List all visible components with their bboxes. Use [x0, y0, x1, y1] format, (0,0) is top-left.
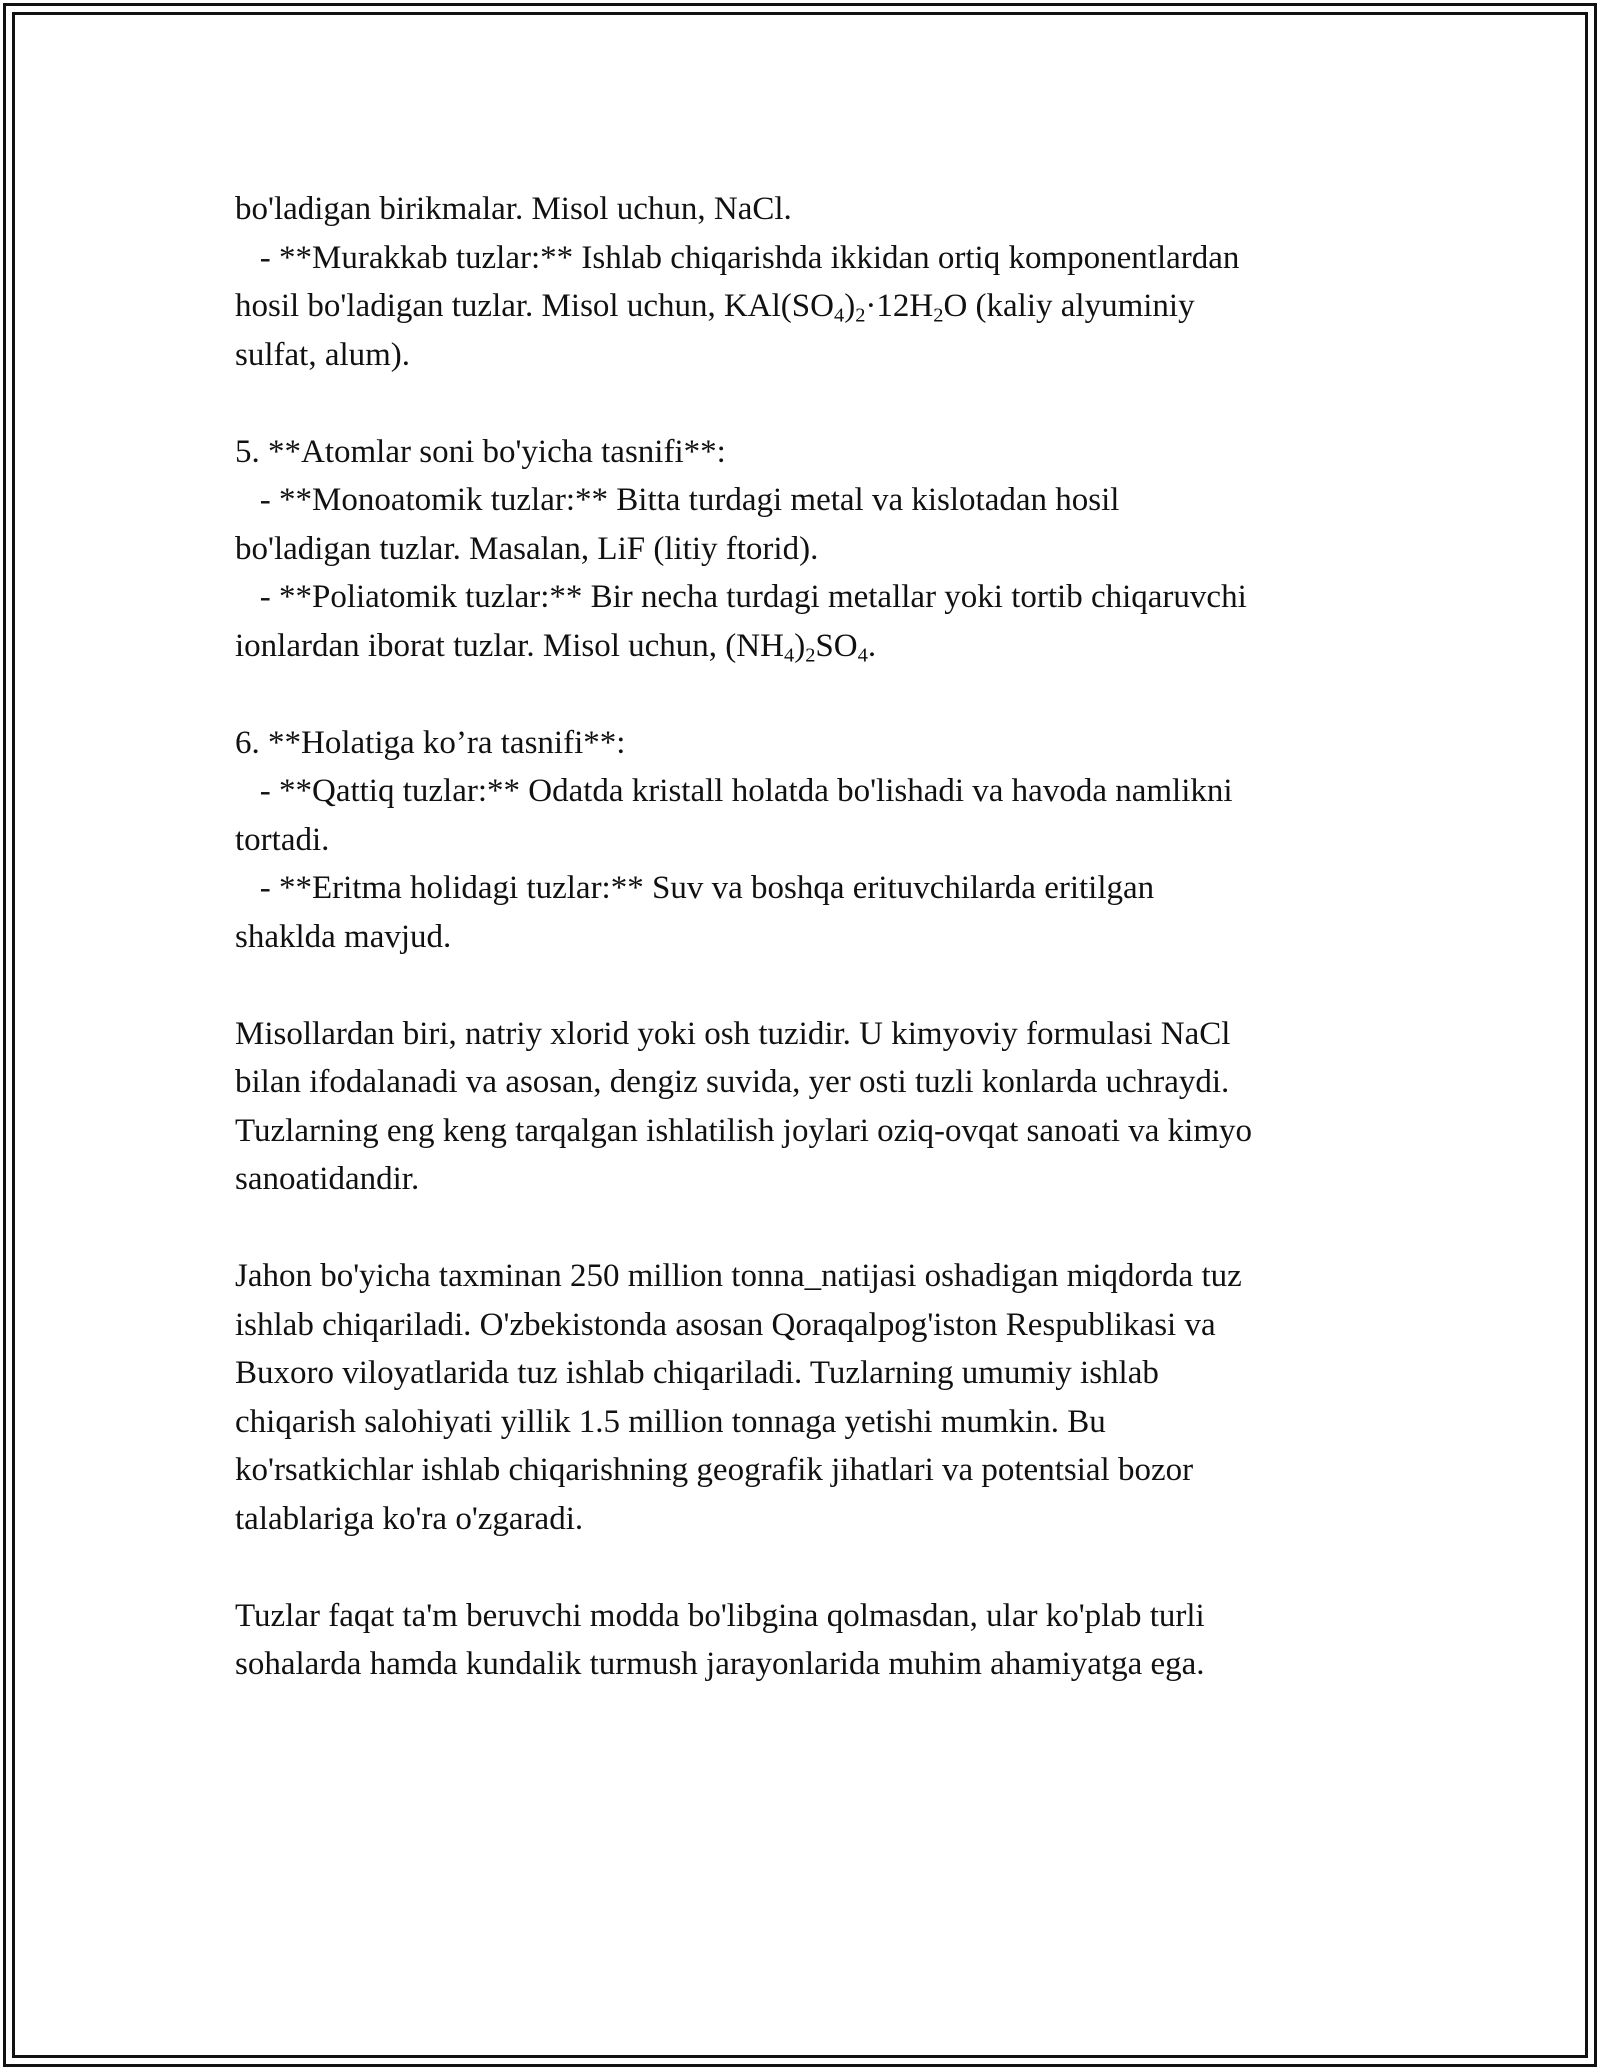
text-line: bo'ladigan birikmalar. Misol uchun, NaCl.: [235, 191, 792, 227]
text-line: - **Poliatomik tuzlar:** Bir necha turdagi metallar yoki tortib chiqaruvchi: [235, 579, 1247, 615]
text-line: bilan ifodalanadi va asosan, dengiz suvida, yer osti tuzli konlarda uchraydi.: [235, 1064, 1230, 1100]
text-line: Misollardan biri, natriy xlorid yoki osh tuzidir. U kimyoviy formulasi NaCl: [235, 1015, 1231, 1052]
text-line: shaklda mavjud.: [235, 918, 452, 955]
text-line: sanoatidandir.: [235, 1161, 420, 1197]
text-line: tortadi.: [235, 821, 330, 858]
text-line-formula: ionlardan iborat tuzlar. Misol uchun, $(NH_4)_2SO_4$.: [235, 627, 877, 667]
text-line: Jahon bo'yicha taxminan 250 million tonna_natijasi oshadigan miqdorda tuz: [235, 1258, 1242, 1294]
text-line: ishlab chiqariladi. O'zbekistonda asosan Qoraqalpog'iston Respublikasi va: [235, 1306, 1216, 1343]
text-line: Tuzlar faqat ta'm beruvchi modda bo'libgina qolmasdan, ular ko'plab turli: [235, 1597, 1205, 1634]
text-line: chiqarish salohiyati yillik 1.5 million tonnaga yetishi mumkin. Bu: [235, 1403, 1106, 1440]
text-line: talablariga ko'ra o'zgaradi.: [235, 1500, 584, 1537]
text-line-formula: hosil bo'ladigan tuzlar. Misol uchun, $KAl(SO_4)_2\cdot 12H_2O$ (kaliy alyuminiy: [235, 288, 1195, 327]
text-line: sulfat, alum).: [235, 336, 411, 373]
paragraph-examples: [235, 1010, 1395, 1204]
paragraph-conclusion: [235, 1592, 1395, 1689]
text-line: Tuzlarning eng keng tarqalgan ishlatilish joylari oziq-ovqat sanoati va kimyo: [235, 1112, 1252, 1149]
text-line: - **Murakkab tuzlar:** Ishlab chiqarishda ikkidan ortiq komponentlardan: [235, 239, 1240, 276]
paragraph-production: [235, 1252, 1395, 1543]
text-line: - **Eritma holidagi tuzlar:** Suv va boshqa erituvchilarda eritilgan: [235, 870, 1155, 906]
paragraph-state-classification: [235, 719, 1395, 962]
text-line: Buxoro viloyatlarida tuz ishlab chiqariladi. Tuzlarning umumiy ishlab: [235, 1355, 1159, 1391]
text-line: sohalarda hamda kundalik turmush jarayonlarida muhim ahamiyatga ega.: [235, 1646, 1205, 1682]
section-heading: 6. **Holatiga ko’ra tasnifi**:: [235, 724, 626, 761]
text-line: - **Monoatomik tuzlar:** Bitta turdagi metal va kislotadan hosil: [235, 482, 1120, 518]
text-line: - **Qattiq tuzlar:** Odatda kristall holatda bo'lishadi va havoda namlikni: [235, 773, 1233, 809]
text-line: bo'ladigan tuzlar. Masalan, LiF (litiy ftorid).: [235, 530, 819, 567]
paragraph-atom-count-classification: [235, 428, 1395, 671]
text-line: ko'rsatkichlar ishlab chiqarishning geografik jihatlari va potentsial bozor: [235, 1452, 1194, 1488]
paragraph-salts-types-end: [235, 185, 1395, 379]
document-body: [235, 185, 1395, 1689]
section-heading: 5. **Atomlar soni bo'yicha tasnifi**:: [235, 433, 726, 470]
